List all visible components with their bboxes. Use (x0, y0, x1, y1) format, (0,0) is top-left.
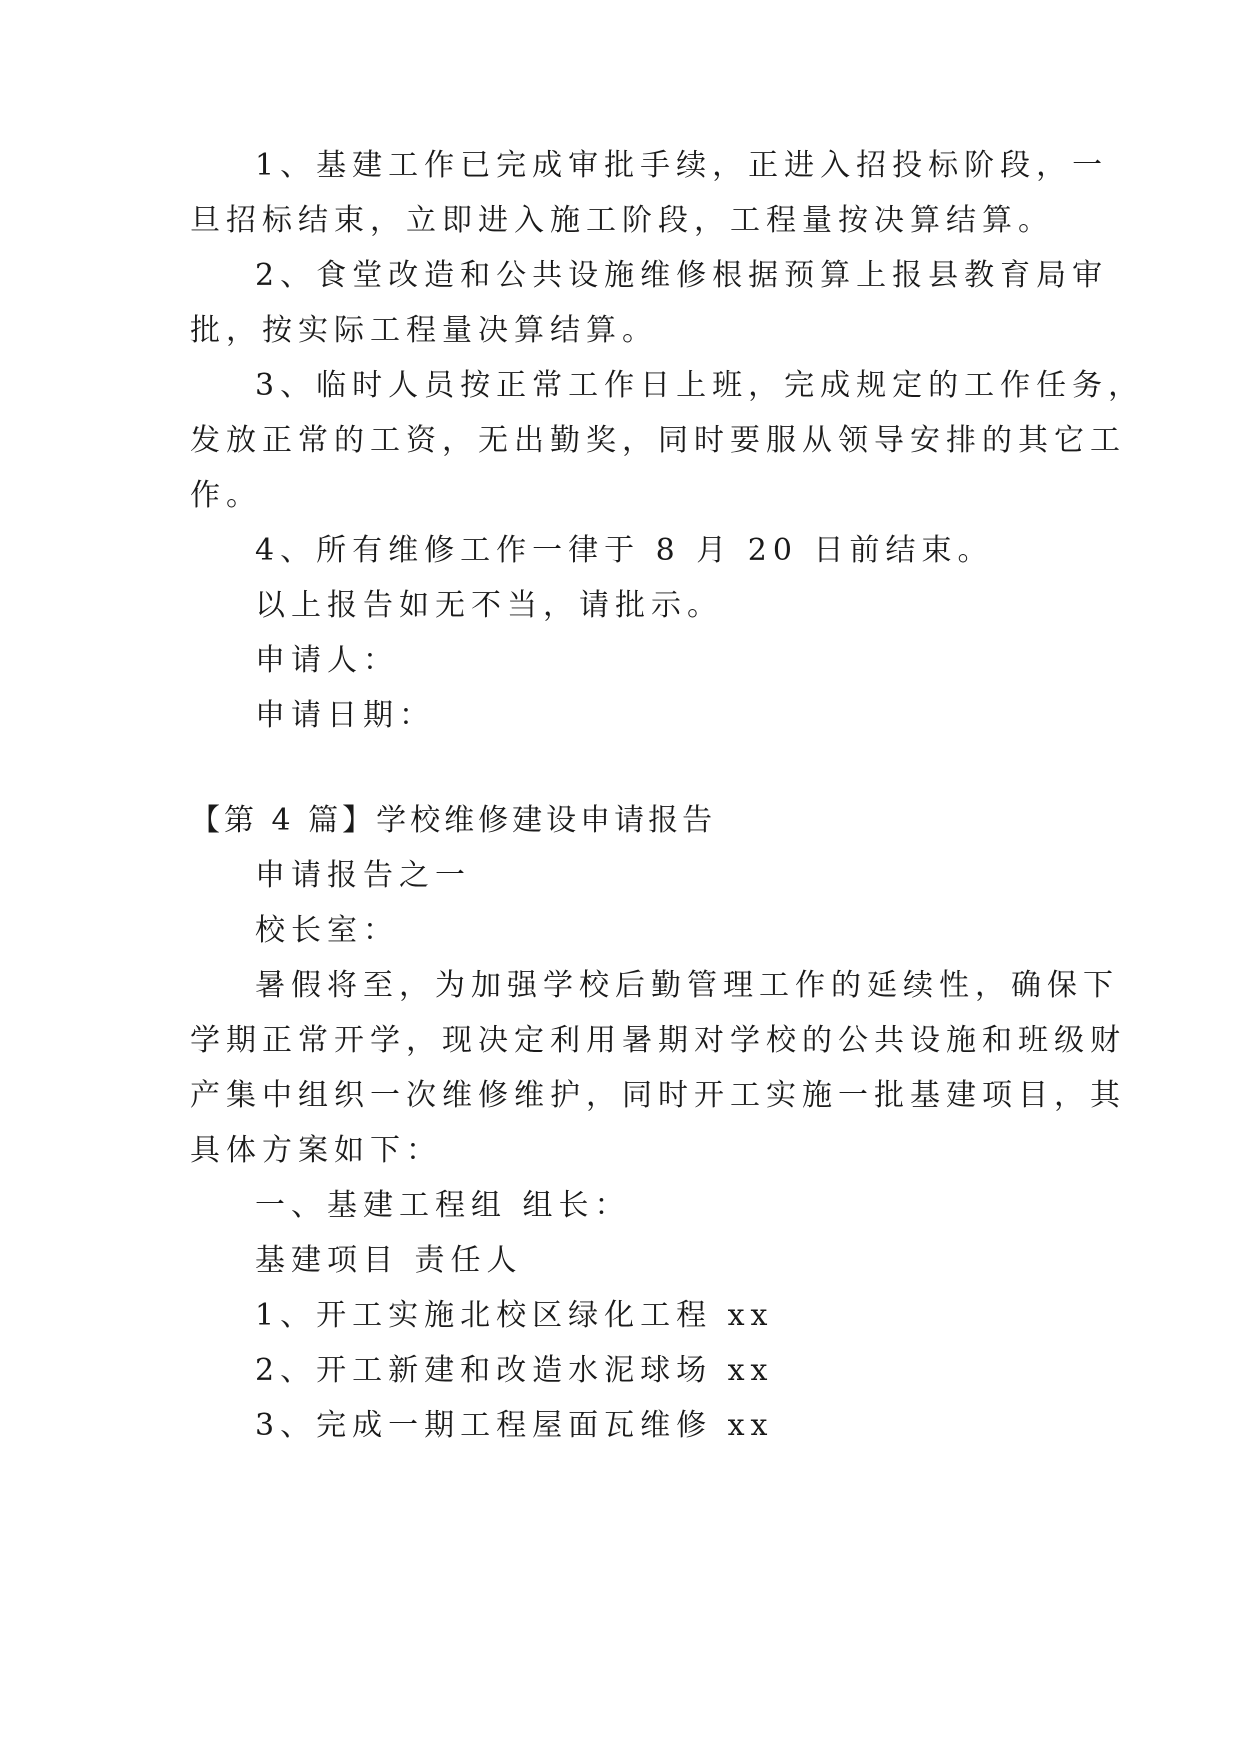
list-item: 2、开工新建和改造水泥球场 xx (255, 1353, 774, 1388)
text-line: 1、基建工作已完成审批手续，正进入招投标阶段，一 (255, 148, 1109, 183)
text-line: 暑假将至，为加强学校后勤管理工作的延续性，确保下 (255, 968, 1119, 1003)
application-date-label: 申请日期： (255, 698, 435, 733)
text-line: 2、食堂改造和公共设施维修根据预算上报县教育局审 (255, 258, 1109, 293)
text-line: 旦招标结束，立即进入施工阶段，工程量按决算结算。 (190, 203, 1054, 238)
text-line: 作。 (190, 478, 262, 513)
text-line: 基建项目 责任人 (255, 1243, 523, 1278)
text-line: 一、基建工程组 组长： (255, 1188, 631, 1223)
subheading: 申请报告之一 (255, 858, 471, 893)
text-line: 发放正常的工资，无出勤奖，同时要服从领导安排的其它工 (190, 423, 1126, 458)
text-line: 具体方案如下： (190, 1133, 442, 1168)
text-line: 批，按实际工程量决算结算。 (190, 313, 658, 348)
list-item: 1、开工实施北校区绿化工程 xx (255, 1298, 774, 1333)
list-item: 3、完成一期工程屋面瓦维修 xx (255, 1408, 774, 1443)
text-line: 学期正常开学，现决定利用暑期对学校的公共设施和班级财 (190, 1023, 1126, 1058)
text-line: 以上报告如无不当，请批示。 (255, 588, 723, 623)
text-line: 4、所有维修工作一律于 8 月 20 日前结束。 (255, 533, 994, 568)
text-line: 3、临时人员按正常工作日上班，完成规定的工作任务， (255, 368, 1145, 403)
text-line: 产集中组织一次维修维护，同时开工实施一批基建项目，其 (190, 1078, 1126, 1113)
section-heading: 【第 4 篇】学校维修建设申请报告 (190, 803, 717, 838)
applicant-label: 申请人： (255, 643, 399, 678)
recipient-line: 校长室： (255, 913, 399, 948)
